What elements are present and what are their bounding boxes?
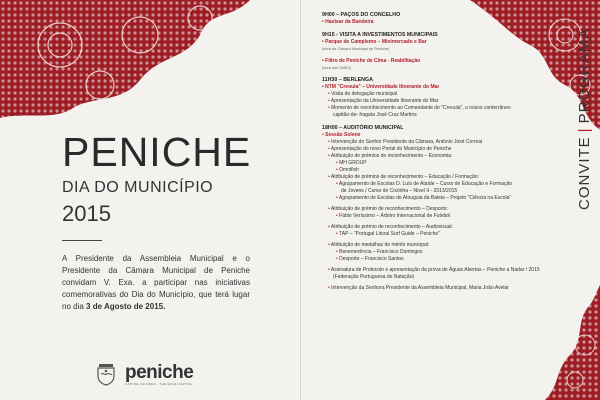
program-detail: • Visita de delegação municipal (322, 91, 572, 98)
program-detail: • Benemerência – Francisco Domingos (322, 249, 572, 256)
program-detail: • Atribuição de prémio de reconhecimento – Desporto: (322, 206, 572, 213)
program-detail: (Federação Portuguesa de Natação) (333, 274, 415, 280)
program-event: • Parque de Campismo – Minimercado e Bar (322, 39, 572, 46)
logo-area (95, 362, 193, 386)
page-subtitle: DIA DO MUNICÍPIO (62, 179, 214, 196)
program-detail: • Intervenção da Senhora Presidente da Assembleia Municipal, Maria João Avelar (322, 285, 572, 292)
program-event: • Filtro de Peniche de Cima - Reabilitação (322, 58, 572, 65)
program-detail: • Fábio Veríssimo – Árbitro Internacional de Futebol (322, 213, 572, 220)
invitation-date: 3 de Agosto de 2015. (86, 302, 166, 311)
brand-logo (125, 363, 193, 386)
program-detail: • Atribuição de prémios de reconhecimento – Economia: (322, 153, 572, 160)
municipal-crest-icon (95, 362, 117, 386)
program-list (322, 12, 572, 298)
program-section (322, 32, 572, 52)
brand-name: peniche (125, 361, 194, 383)
program-note: (obra dos SMAS) (322, 66, 352, 70)
invitation-text (62, 253, 250, 313)
vertical-heading (576, 28, 593, 210)
program-detail: • Agrupamento de Escolas de Atouguia da Baleia – Projeto "Ciência na Escola" (322, 195, 572, 202)
program-note: (obra da Câmara Municipal de Peniche) (322, 47, 390, 51)
lace-decoration-bottom-right (545, 285, 600, 400)
invitation-body: A Presidente da Assembleia Municipal e o Presidente da Câmara Municipal de Peniche convidam V. Exa. a participar nas iniciativas comemorativas do Dia do Município, que terá lugar no dia (62, 254, 250, 311)
program-section (322, 77, 572, 119)
program-detail: • Omnifish (322, 167, 572, 174)
brand-tagline: CAPITAL DA ONDA · THE WAVE CAPITAL (125, 381, 193, 386)
program-detail: • Agrupamento de Escolas D. Luís de Ataíde – Curso de Educação e Formação (322, 181, 572, 188)
program-detail: • TAP – "Portugal Litoral Surf Guide – Peniche" (322, 231, 572, 238)
program-section (322, 125, 572, 292)
program-time: 18H00 – AUDITÓRIO MUNICIPAL (322, 125, 404, 131)
program-section (322, 12, 572, 26)
lace-decoration-top-left (0, 0, 250, 120)
heading-separator: | (576, 127, 593, 133)
program-detail: • Apresentação do novo Portal do Município de Peniche (322, 146, 572, 153)
program-time: 11H30 – BERLENGA (322, 77, 373, 83)
program-detail: • Atribuição de prémio de reconhecimento – Audiovisual: (322, 224, 572, 231)
program-time: 9H00 – PAÇOS DO CONCELHO (322, 12, 401, 18)
program-detail: de Jovens / Curso de Cozinha – Nível II - 2013/2015 (341, 188, 458, 194)
program-section (322, 58, 572, 71)
program-detail: • Momento de reconhecimento ao Comandante do "Creoula", o nosso conterrâneo (322, 105, 572, 112)
program-detail: • Assinatura de Protocolo e apresentação da prova de Águas Abertas – Peniche a Nadar / 2015 (322, 267, 572, 274)
program-detail: capitão-de- fragata José Cruz Martins (333, 112, 417, 118)
program-detail: • Desporto – Francisco Santos (322, 256, 572, 263)
title-block (62, 129, 252, 227)
event-year: 2015 (62, 201, 111, 226)
program-event: • Sessão Solene (322, 132, 572, 139)
program-detail: • Atribuição de prémios de reconhecimento – Educação / Formação: (322, 174, 572, 181)
program-detail: • MH GROUP (322, 160, 572, 167)
page-title: PENICHE (62, 129, 252, 175)
program-event: • Hastear da Bandeira (322, 19, 572, 26)
program-detail: • Atribuição de medalhas de mérito municipal: (322, 242, 572, 249)
heading-programa: PROGRAMA (576, 27, 593, 124)
program-time: 9H15 - VISITA A INVESTIMENTOS MUNICIPAIS (322, 32, 438, 38)
program-event: • NTM "Creoula" – Universidade Itinerante do Mar (322, 84, 572, 91)
heading-convite: CONVITE (576, 136, 593, 210)
program-detail: • Apresentação da Universidade Itinerante do Mar (322, 98, 572, 105)
title-divider (62, 240, 102, 241)
page-fold-divider (300, 0, 301, 400)
program-detail: • Intervenção do Senhor Presidente da Câmara, António José Correia (322, 139, 572, 146)
